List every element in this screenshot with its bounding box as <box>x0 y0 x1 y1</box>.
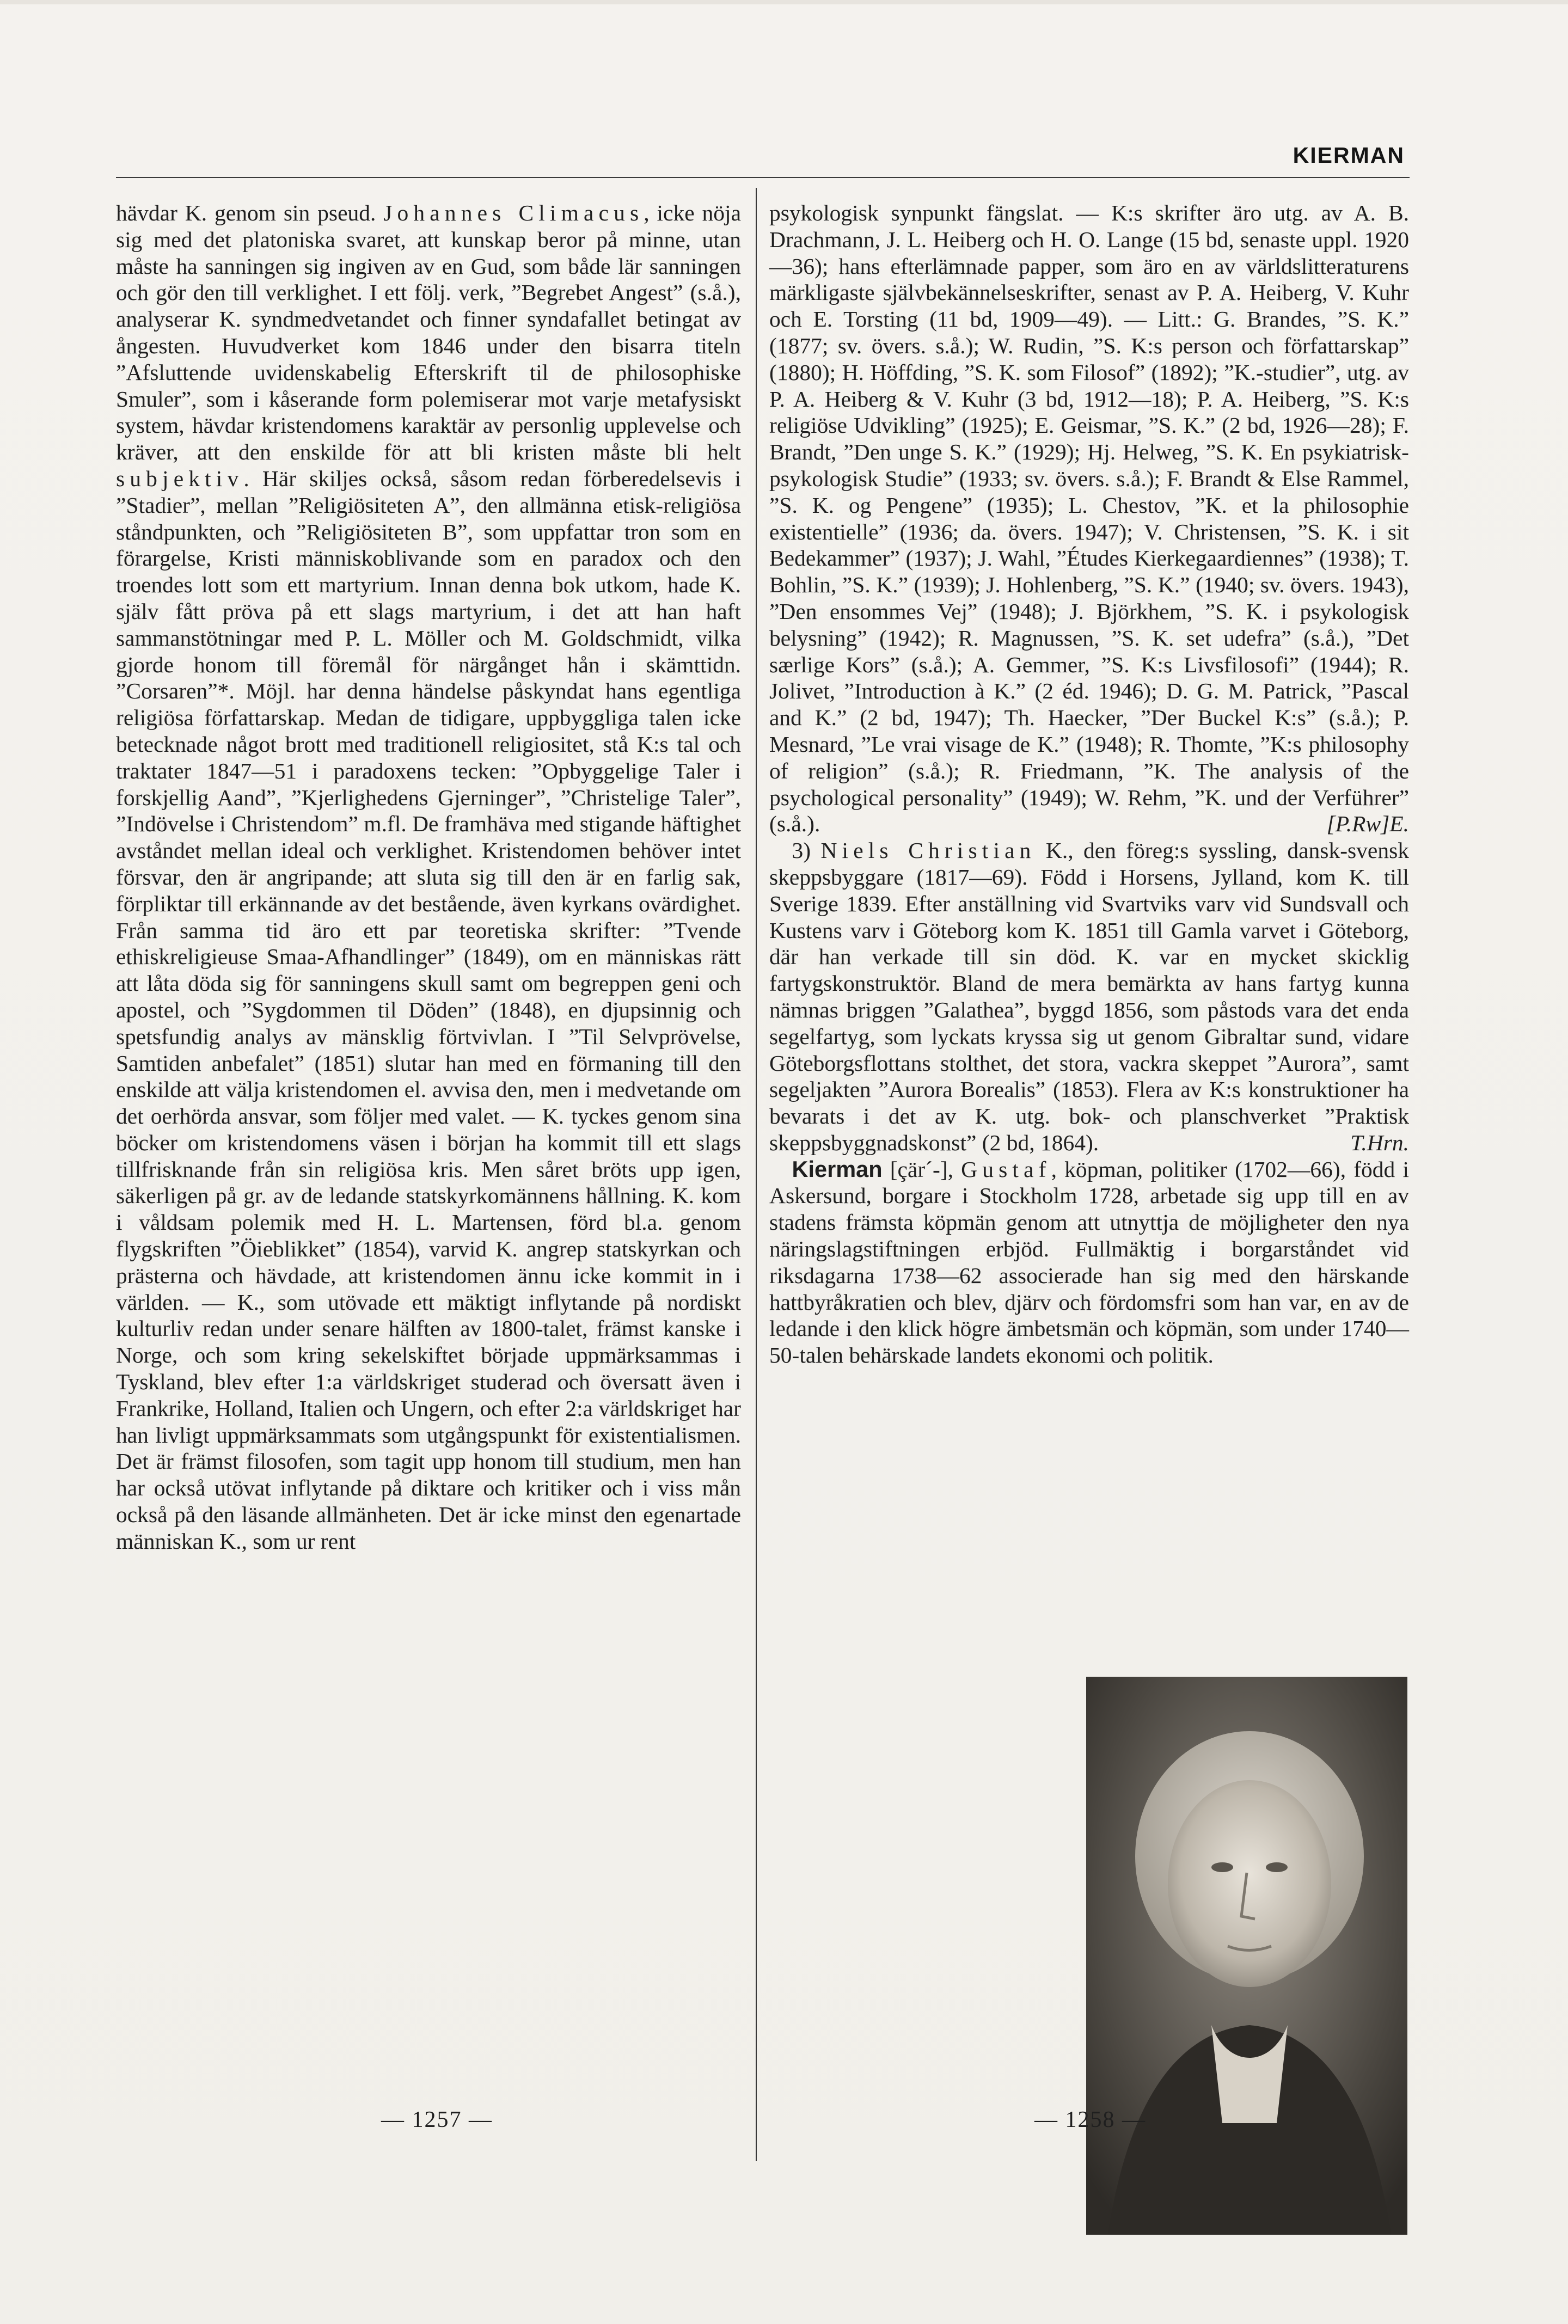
pronunciation: [çär´-], <box>882 1156 961 1182</box>
header-rule <box>116 177 1410 178</box>
text-run: . Här skiljes också, såsom redan förberedelsevis i ”Stadier”, mellan ”Religiösiteten A”, den allmänna etisk-religiösa ståndpunkten, och ”Religiösiteten B”, som uppfattar tron som en förargelse, Kristi människoblivande som en paradox och den troendes lott som ett martyrium. Innan denna bok utkom, hade K. själv fått pröva på ett slags martyrium, i det att han haft sammanstötningar med P. L. Möller och M. Goldschmidt, vilka gjorde honom till föremål för närgånget hån i skämttidn. ”Corsaren”*. Möjl. har denna händelse påskyndat hans egentliga religiösa författarskap. Medan de tidigare, uppbyggliga talen icke betecknade något brott med traditionell religiositet, stå K:s tal och traktater 1847—51 i paradoxens tecken: ”Opbyggelige Taler i forskjellig Aand”, ”Kjerlighedens Gjerninger”, ”Christelige Taler”, ”Indövelse i Christendom” m.fl. De framhäva med stigande häftighet avståndet mellan ideal och verklighet. Kristendomen behöver intet försvar, den är angripande; att sluta sig till den är en farlig sak, förpliktar till erkännande av det bestående, även kyrkans ovärdighet. Från samma tid äro ett par teoretiska skrifter: ”Tvende ethiskreligieuse Smaa-Afhandlinger” (1849), om en människas rätt att låta döda sig för sanningens skull samt om begreppen geni och apostel, och ”Sygdommen til Döden” (1848), en djupsinnig och spetsfundig analys av mänsklig förtvivlan. I ”Til Selvprövelse, Samtiden anbefalet” (1851) slutar han med en förmaning till den enskilde att välja kristendomen el. avvisa den, men i medvetande om det oerhörda ansvar, som följer med valet. — K. tyckes genom sina böcker om kristendomens väsen i början ha kommit till ett slags tillfrisknande från sin religiösa kris. Men såret bröts upp igen, säkerligen på gr. av de ledande statskyrkomännens hållning. K. kom i våldsam polemik med H. L. Martensen, förd bl.a. genom flygskriften ”Öieblikket” (1854), varvid K. angrep statskyrkan och prästerna och hävdade, att kristendomen ännu icke kommit in i världen. — K., som utövade ett mäktigt inflytande på nordiskt kulturliv redan under senare hälften av 1800-talet, främst kanske i Norge, och som kring sekelskiftet började uppmärksammas i Tyskland, blev efter 1:a världskriget studerad och översatt även i Frankrike, Holland, Italien och Ungern, och efter 2:a världskriget har han livligt uppmärksammats som utgångspunkt för existentialismen. Det är främst filosofen, som tagit upp honom till studium, men han har också utövat inflytande på diktare och kritiker och i viss mån också på den läsande allmänheten. Det är icke minst den egenartade människan K., som ur rent <box>116 465 741 1554</box>
entry-niels-christian <box>769 837 1409 1156</box>
portrait-image <box>1086 1677 1407 2235</box>
pseudonym-name: Johannes Climacus <box>383 200 644 225</box>
entry-headword: Kierman <box>792 1156 883 1182</box>
portrait-drawing <box>1086 1677 1407 2235</box>
text-run: , köpman, politiker (1702—66), född i Askersund, borgare i Stockholm 1728, arbetade sig upp till en av stadens främsta köpmän genom att utnyttja de möjligheter den nya näringslagstiftningen erbjöd. Fullmäktig i borgarståndet vid riksdagarna 1738—62 associerade han sig med den härskande hattbyråkratien och blev, djärv och fördomsfri som han var, en av de ledande i den klick högre ämbetsmän och köpmän, som under 1740—50-talen behärskade landets ekonomi och politik. <box>769 1156 1409 1368</box>
entry-first-name: Gustaf <box>961 1156 1051 1182</box>
entry-kierman <box>769 1156 1409 1369</box>
left-column-text <box>116 200 741 1555</box>
column-divider <box>756 188 757 2161</box>
running-head: KIERMAN <box>1293 143 1405 168</box>
emphasized-word: subjektiv <box>116 465 244 491</box>
page-number-right: — 1258 — <box>1034 2107 1146 2132</box>
left-column <box>116 200 741 1555</box>
bibliography-paragraph <box>769 200 1409 837</box>
entry-number: 3) <box>792 838 821 863</box>
page-number-left: — 1257 — <box>381 2107 493 2132</box>
text-run: hävdar K. genom sin pseud. <box>116 200 384 225</box>
text-run: , icke nöja sig med det platoniska svaret, att kunskap beror på minne, utan måste ha sanningen sig ingiven av en Gud, som både lär sanningen och gör den till verklighet. I ett följ. verk, ”Begrebet Angest” (s.å.), analyserar K. syndmedvetandet och finner syndafallet betingat av ångesten. Huvudverket kom 1846 under den bisarra titeln ”Afsluttende uvidenskabelig Efterskrift til de philosophiske Smuler”, som i kåserande form polemiserar mot varje metafysiskt system, hävdar kristendomens karaktär av personlig upplevelse och kräver, att den enskilde för att bli kristen måste bli helt <box>116 200 741 465</box>
text-run: psykologisk synpunkt fängslat. — K:s skrifter äro utg. av A. B. Drachmann, J. L. Heiberg och H. O. Lange (15 bd, senaste uppl. 1920—36); hans efterlämnade papper, som äro en av världslitteraturens märkligaste självbekännelseskrifter, senast av P. A. Heiberg, V. Kuhr och E. Torsting (11 bd, 1909—49). — Litt.: G. Brandes, ”S. K.” (1877; sv. övers. s.å.); W. Rudin, ”S. K:s person och författarskap” (1880); H. Höffding, ”S. K. som Filosof” (1892); ”K.-studier”, utg. av P. A. Heiberg & V. Kuhr (3 bd, 1912—18); P. A. Heiberg, ”S. K:s religiöse Udvikling” (1925); E. Geismar, ”S. K.” (2 bd, 1926—28); F. Brandt, ”Den unge S. K.” (1929); Hj. Helweg, ”S. K. En psykiatrisk-psykologisk Studie” (1933; sv. övers. s.å.); F. Brandt & Else Rammel, ”S. K. og Pengene” (1935); L. Chestov, ”K. et la philosophie existentielle” (1936; da. övers. 1947); V. Christensen, ”S. K. i sit Bedekammer” (1937); J. Wahl, ”Études Kierkegaardiennes” (1938); T. Bohlin, ”S. K.” (1939); J. Hohlenberg, ”S. K.” (1940; sv. övers. 1943), ”Den ensommes Vej” (1948); J. Björkhem, ”S. K. i psykologisk belysning” (1942); R. Magnussen, ”S. K. set udefra” (s.å.), ”Det særlige Kors” (s.å.); A. Gemmer, ”S. K:s Livsfilosofi” (1944); R. Jolivet, ”Introduction à K.” (2 éd. 1946); D. G. M. Patrick, ”Pascal and K.” (2 bd, 1947); Th. Haecker, ”Der Buckel K:s” (s.å.); P. Mesnard, ”Le vrai visage de K.” (1948); R. Thomte, ”K:s philosophy of religion” (s.å.); R. Friedmann, ”K. The analysis of the psychological personality” (1949); W. Rehm, ”K. und der Verführer” (s.å.). <box>769 200 1409 837</box>
entry-name: Niels Christian <box>820 838 1036 863</box>
author-signature: T.Hrn. <box>1350 1130 1409 1155</box>
page-top-edge <box>0 0 1568 4</box>
right-column <box>769 200 1409 1369</box>
text-run: K., den föreg:s syssling, dansk-svensk skeppsbyggare (1817—69). Född i Horsens, Jylland, kom K. till Sverige 1839. Efter anställning vid Svartviks varv vid Sundsvall och Kustens varv i Göteborg kom K. 1851 till Gamla varvet i Göteborg, där han verkade till sin död. K. var en mycket skicklig fartygskonstruktör. Bland de mera bemärkta av hans fartyg kunna nämnas briggen ”Galathea”, byggd 1856, som påstods vara det enda segelfartyg, som lyckats kryssa sig ut genom Gibraltar sund, vidare Göteborgsflottans stolthet, det stora, vackra skeppet ”Aurora”, samt segeljakten ”Aurora Borealis” (1853). Flera av K:s konstruktioner ha bevarats i det av K. utg. bok- och planschverket ”Praktisk skeppsbyggnadskonst” (2 bd, 1864). <box>769 838 1409 1155</box>
author-signature: [P.Rw]E. <box>1326 811 1409 837</box>
